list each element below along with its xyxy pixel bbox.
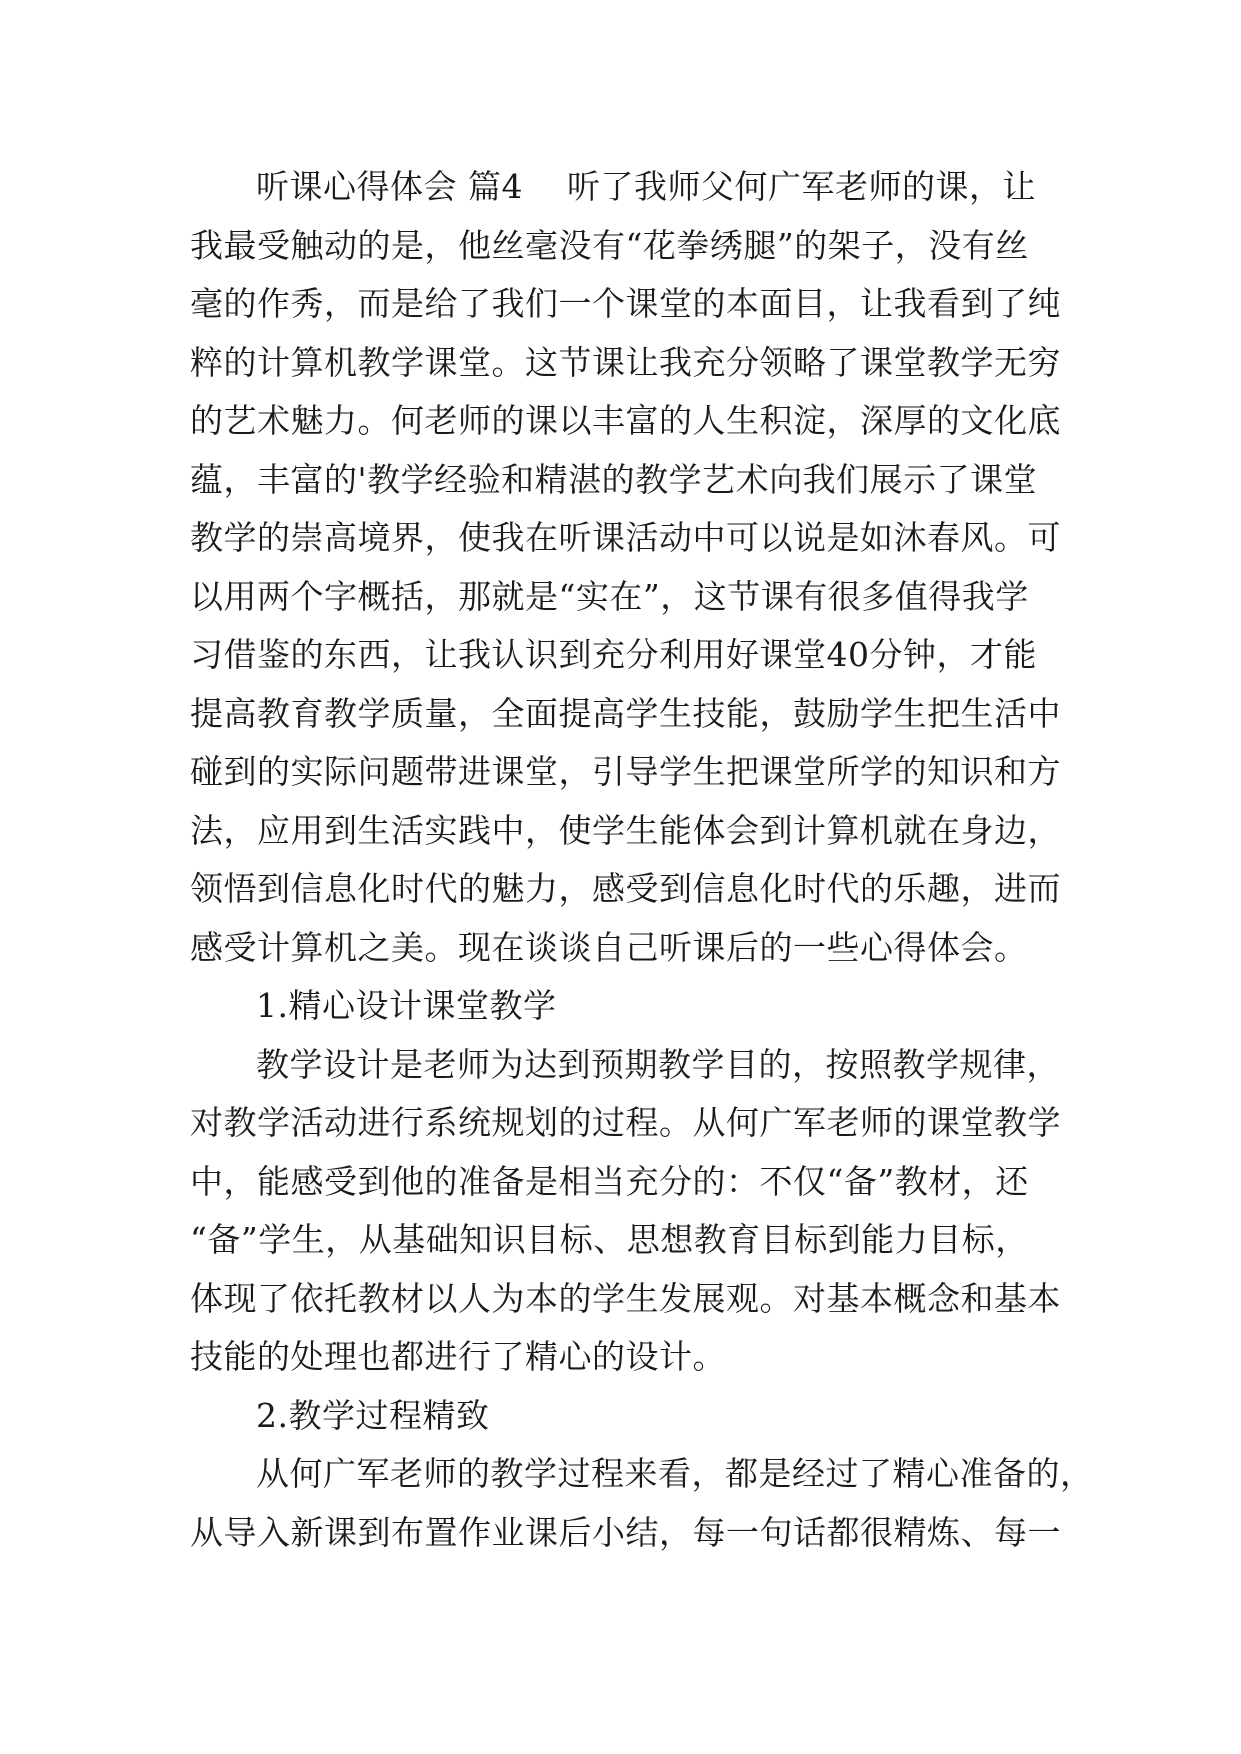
section-heading: 2.教学过程精致 [256, 1395, 490, 1435]
paragraph-line: 教学设计是老师为达到预期教学目的，按照教学规律， [256, 1044, 1060, 1084]
paragraph-line: 教学的崇高境界，使我在听课活动中可以说是如沐春风。可 [190, 518, 1061, 557]
paragraph-line: 我最受触动的是，他丝毫没有“花拳绣腿”的架子，没有丝 [190, 225, 1029, 265]
paragraph-line: 听课心得体会 篇4 听了我师父何广军老师的课，让 [256, 167, 1036, 206]
paragraph-line: 从导入新课到布置作业课后小结，每一句话都很精炼、每一 [190, 1512, 1061, 1552]
paragraph-line: 技能的处理也都进行了精心的设计。 [190, 1337, 726, 1376]
paragraph-line: 毫的作秀，而是给了我们一个课堂的本面目，让我看到了纯 [190, 284, 1061, 323]
paragraph-line: 法，应用到生活实践中，使学生能体会到计算机就在身边， [190, 810, 1061, 850]
paragraph-line: 感受计算机之美。现在谈谈自己听课后的一些心得体会。 [190, 927, 1028, 967]
paragraph-line: “备”学生，从基础知识目标、思想教育目标到能力目标， [190, 1220, 1029, 1259]
paragraph-line: 蕴，丰富的'教学经验和精湛的教学艺术向我们展示了课堂 [190, 459, 1038, 499]
paragraph-line: 体现了依托教材以人为本的学生发展观。对基本概念和基本 [190, 1278, 1061, 1318]
paragraph-line: 领悟到信息化时代的魅力，感受到信息化时代的乐趣，进而 [190, 869, 1061, 908]
paragraph-line: 的艺术魅力。何老师的课以丰富的人生积淀，深厚的文化底 [190, 401, 1061, 440]
document-body [190, 158, 1094, 1562]
paragraph-line: 以用两个字概括，那就是“实在”，这节课有很多值得我学 [190, 576, 1029, 616]
paragraph-line: 提高教育教学质量，全面提高学生技能，鼓励学生把生活中 [190, 693, 1061, 733]
paragraph-line: 中，能感受到他的准备是相当充分的：不仅“备”教材，还 [190, 1161, 1029, 1201]
section-heading: 1.精心设计课堂教学 [256, 986, 557, 1025]
paragraph-line: 习借鉴的东西，让我认识到充分利用好课堂40分钟，才能 [190, 635, 1037, 674]
paragraph-line: 粹的计算机教学课堂。这节课让我充分领略了课堂教学无穷 [190, 342, 1061, 382]
paragraph-line: 碰到的实际问题带进课堂，引导学生把课堂所学的知识和方 [190, 752, 1061, 791]
paragraph-line: 对教学活动进行系统规划的过程。从何广军老师的课堂教学 [190, 1103, 1061, 1142]
paragraph-line: 从何广军老师的教学过程来看，都是经过了精心准备的， [256, 1454, 1094, 1493]
